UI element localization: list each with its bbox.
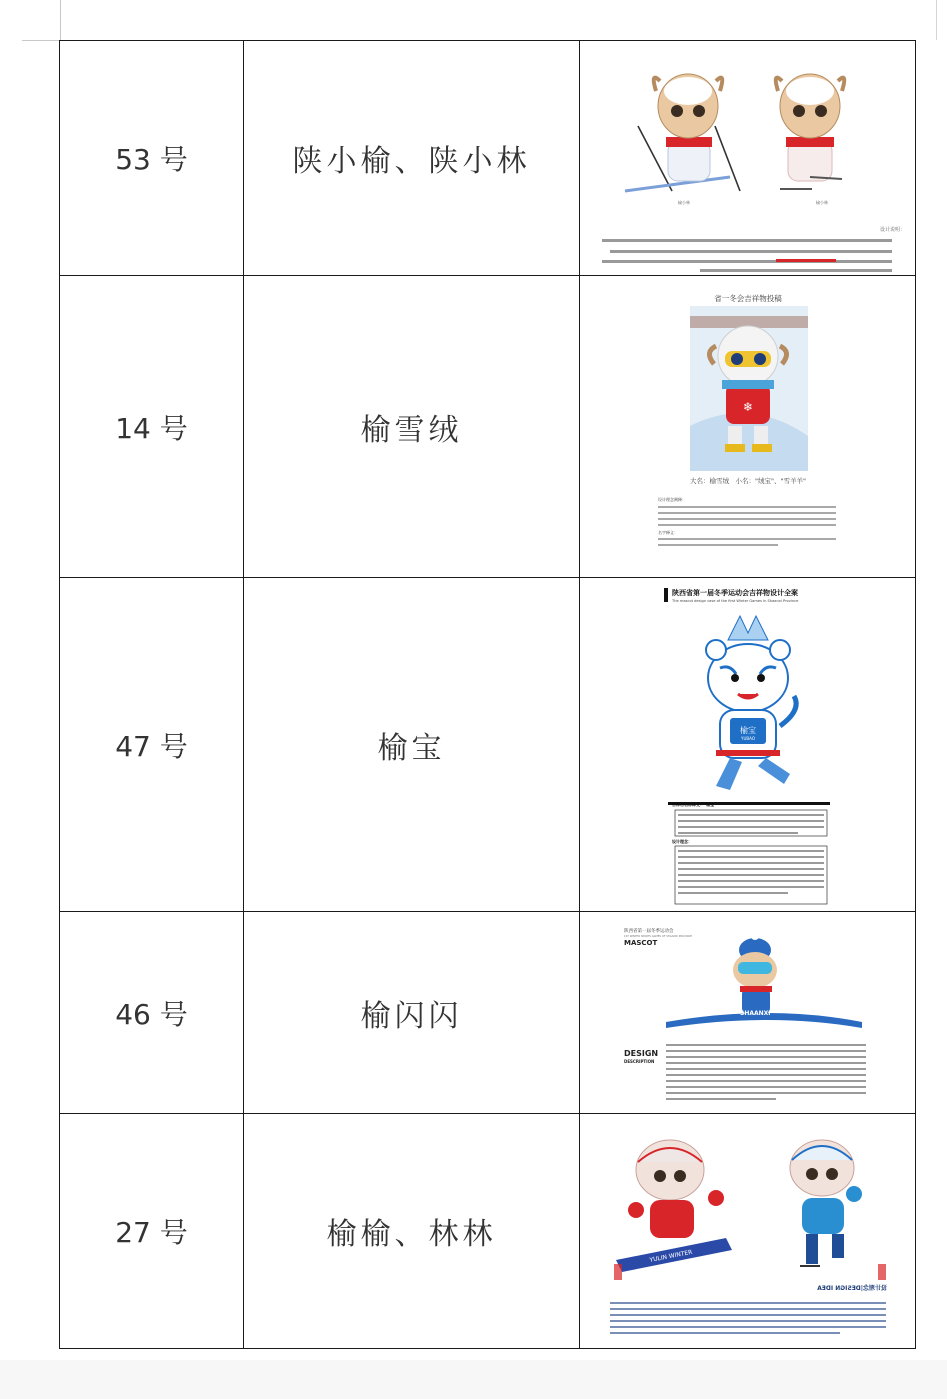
entry-name: 榆榆、林林 — [244, 1114, 580, 1349]
entry-number: 46 号 — [60, 912, 244, 1114]
entry-number: 14 号 — [60, 276, 244, 578]
mascot-image-47 — [580, 578, 915, 911]
body-text-lines — [678, 814, 824, 834]
entry-name: 榆宝 — [244, 578, 580, 912]
entry-number: 47 号 — [60, 578, 244, 912]
mascot-table — [59, 40, 916, 1349]
sheep-skier-illustration — [733, 932, 777, 1014]
svg-text:❄: ❄ — [742, 400, 754, 414]
mascot-image-14 — [580, 276, 915, 577]
mascot-image-53 — [580, 41, 915, 275]
svg-text:设计理念阐释：: 设计理念阐释： — [658, 497, 686, 502]
svg-text:设计理念：: 设计理念： — [672, 839, 692, 844]
image-title: 陕西省第一届冬季运动会吉祥物设计全案 — [672, 589, 798, 597]
table-row — [60, 578, 916, 912]
image-subtitle: 大名：榆雪绒 小名："绒宝"、"雪羊羊" — [690, 477, 806, 485]
entry-number: 27 号 — [60, 1114, 244, 1349]
entry-image-cell — [580, 912, 916, 1114]
sheep-skater-illustration — [776, 74, 845, 205]
page-bottom-margin — [0, 1360, 947, 1399]
crop-mark — [60, 0, 61, 40]
crop-mark — [22, 40, 60, 41]
entry-name: 榆雪绒 — [244, 276, 580, 578]
entry-image-cell — [580, 1114, 916, 1349]
entry-number: 53 号 — [60, 41, 244, 276]
mascot-image-46 — [580, 912, 915, 1113]
design-title: DESIGN — [624, 1049, 659, 1058]
banner-text: SHAANXI — [740, 1010, 771, 1017]
svg-text:1ST WINTER SPORTS GAMES OF SHA: 1ST WINTER SPORTS GAMES OF SHAANXI PROVINCE — [624, 935, 693, 938]
table-row — [60, 1114, 916, 1349]
crop-mark — [936, 0, 937, 40]
entry-name: 榆闪闪 — [244, 912, 580, 1114]
mirrored-caption — [817, 1284, 887, 1292]
body-text-lines — [666, 1044, 866, 1100]
image-title: 省一冬会吉祥物投稿 — [714, 294, 782, 303]
entry-image-cell — [580, 276, 916, 578]
svg-text:设计理念|DESIGN IDEA: 设计理念|DESIGN IDEA — [817, 1285, 887, 1292]
body-text-lines — [658, 506, 836, 546]
mascot-label: 榆小林 — [678, 200, 690, 205]
mascot-title: MASCOT — [624, 939, 658, 947]
entry-image-cell — [580, 578, 916, 912]
body-text-lines — [610, 1302, 886, 1334]
svg-text:设计说明：: 设计说明： — [880, 227, 906, 233]
svg-text:吉祥物名称释义："榆宝": 吉祥物名称释义："榆宝" — [672, 802, 717, 807]
svg-text:名字释义：: 名字释义： — [658, 530, 678, 535]
sheep-skier-illustration — [625, 74, 740, 205]
board-text: YULIN WINTER — [649, 1248, 693, 1264]
mascot-label: 榆小林 — [816, 200, 828, 205]
badge-text: 榆宝 — [740, 726, 756, 735]
badge-sub: YUBAO — [741, 736, 755, 741]
table-row — [60, 41, 916, 276]
svg-text:DESCRIPTION: DESCRIPTION — [624, 1059, 655, 1064]
image-subtitle: The mascot design case of the first Winter Games in Shaanxi Province — [672, 599, 799, 603]
table-row — [60, 276, 916, 578]
mirrored-caption — [602, 226, 905, 272]
mascot-image-27 — [580, 1114, 915, 1348]
entry-image-cell — [580, 41, 916, 276]
table-row — [60, 912, 916, 1114]
entry-name: 陕小榆、陕小林 — [244, 41, 580, 276]
tiger-illustration — [706, 616, 796, 790]
sheep-snowboarder-illustration — [616, 1140, 732, 1272]
image-header: 陕西省第一届冬季运动会 — [624, 929, 674, 934]
sheep-skater-illustration — [790, 1140, 862, 1266]
